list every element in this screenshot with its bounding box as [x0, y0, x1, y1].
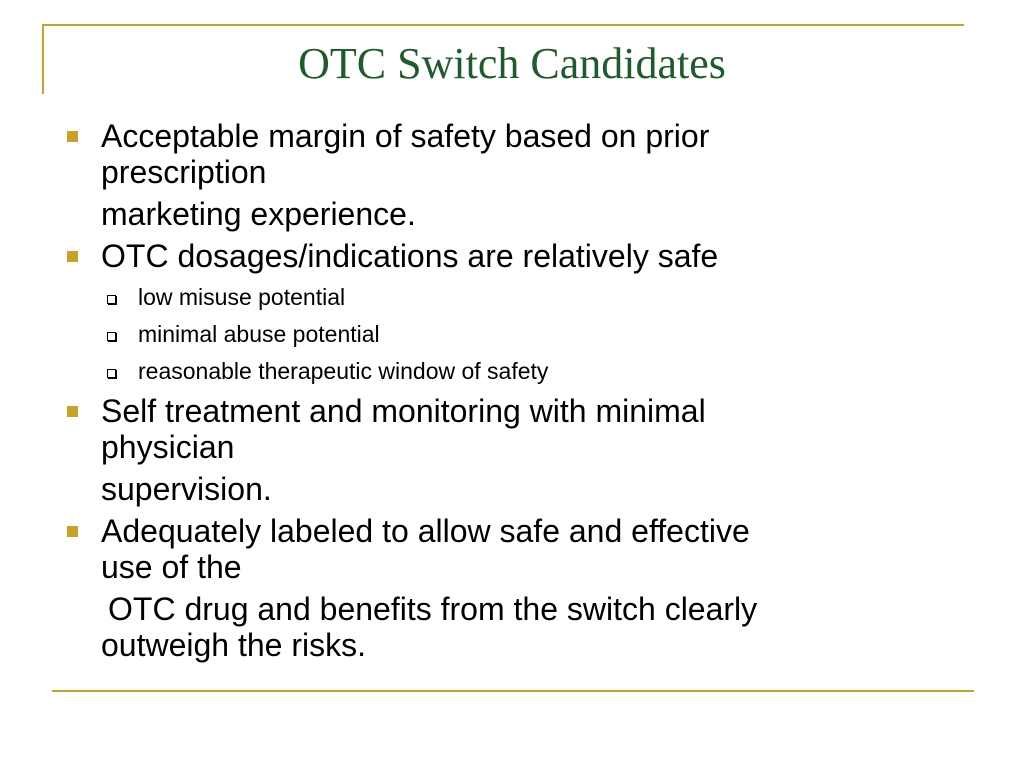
- slide-title: OTC Switch Candidates: [298, 39, 726, 88]
- sub-bullet-text: low misuse potential: [138, 284, 346, 310]
- square-bullet-icon: [67, 526, 78, 537]
- bullet-text-line: Acceptable margin of safety based on prior: [101, 118, 710, 154]
- bullet-continuation: supervision.: [101, 471, 272, 507]
- sub-bullet-item: [60, 282, 960, 312]
- bullet-text-line: Adequately labeled to allow safe and effective: [101, 513, 750, 549]
- bullet-continuation: marketing experience.: [101, 196, 416, 232]
- bullet-item-self-treatment: [60, 393, 960, 465]
- slide-content: [60, 118, 960, 669]
- top-rule: [42, 24, 964, 26]
- bullet-text-line: physician: [101, 429, 235, 465]
- bullet-item-labeling: [60, 513, 960, 585]
- square-bullet-icon: [67, 406, 78, 417]
- sub-bullet-text: reasonable therapeutic window of safety: [138, 358, 549, 384]
- bullet-item-dosages: [60, 238, 960, 274]
- bullet-continuation: outweigh the risks.: [101, 627, 367, 663]
- sub-bullet-text: minimal abuse potential: [138, 321, 380, 347]
- bullet-text-line: OTC dosages/indications are relatively safe: [101, 238, 719, 274]
- square-bullet-icon: [67, 131, 78, 142]
- bottom-rule: [52, 690, 974, 692]
- hollow-square-bullet-icon: [107, 295, 116, 304]
- bullet-item-safety-margin: [60, 118, 960, 190]
- hollow-square-bullet-icon: [107, 332, 116, 341]
- square-bullet-icon: [67, 251, 78, 262]
- bullet-text-line: use of the: [101, 549, 242, 585]
- hollow-square-bullet-icon: [107, 369, 116, 378]
- bullet-continuation: OTC drug and benefits from the switch clearly: [108, 591, 758, 627]
- sub-bullet-item: [60, 319, 960, 349]
- bullet-text-line: prescription: [101, 154, 267, 190]
- sub-bullet-item: [60, 356, 960, 386]
- bullet-text-line: Self treatment and monitoring with minimal: [101, 393, 706, 429]
